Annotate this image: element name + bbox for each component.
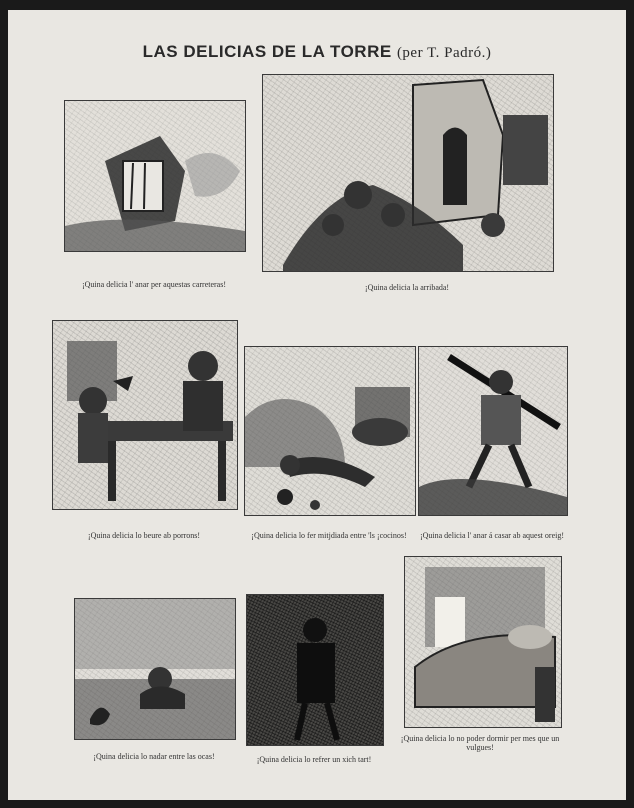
caption-4: ¡Quina delicia lo fer mitjdiada entre 'ls ¡cocinos! [251,531,407,540]
caption-2: ¡Quina delicia la arribada! [364,283,450,292]
illustration-nap [244,346,416,516]
drinking-drawing [53,321,237,509]
nap-drawing [245,347,415,515]
caption-3: ¡Quina delicia lo beure ab porrons! [87,531,201,540]
illustration-arrival [262,74,554,272]
illustration-drinking [52,320,238,510]
caption-6: ¡Quina delicia lo nadar entre las ocas! [93,752,215,761]
bed-drawing [405,557,561,727]
page-title [0,42,634,62]
arrival-drawing [263,75,553,271]
caption-8: ¡Quina delicia lo no poder dormir per mes que un vulgues! [400,734,560,752]
illustration-night [246,594,384,746]
swimming-drawing [75,599,235,739]
caption-5: ¡Quina delicia l' anar á casar ab aquest oreig! [419,531,565,540]
illustration-bed [404,556,562,728]
illustration-carriage [64,100,246,252]
caption-1: ¡Quina delicia l' anar per aquestas carreteras! [81,280,227,289]
title-text: LAS DELICIAS DE LA TORRE [142,42,392,61]
hunter-drawing [419,347,567,515]
carriage-drawing [65,101,245,251]
illustration-hunter [418,346,568,516]
byline: (per T. Padró.) [396,45,492,61]
night-drawing [247,595,383,745]
illustration-swimming [74,598,236,740]
caption-7: ¡Quina delicia lo refrer un xich tart! [256,755,372,764]
